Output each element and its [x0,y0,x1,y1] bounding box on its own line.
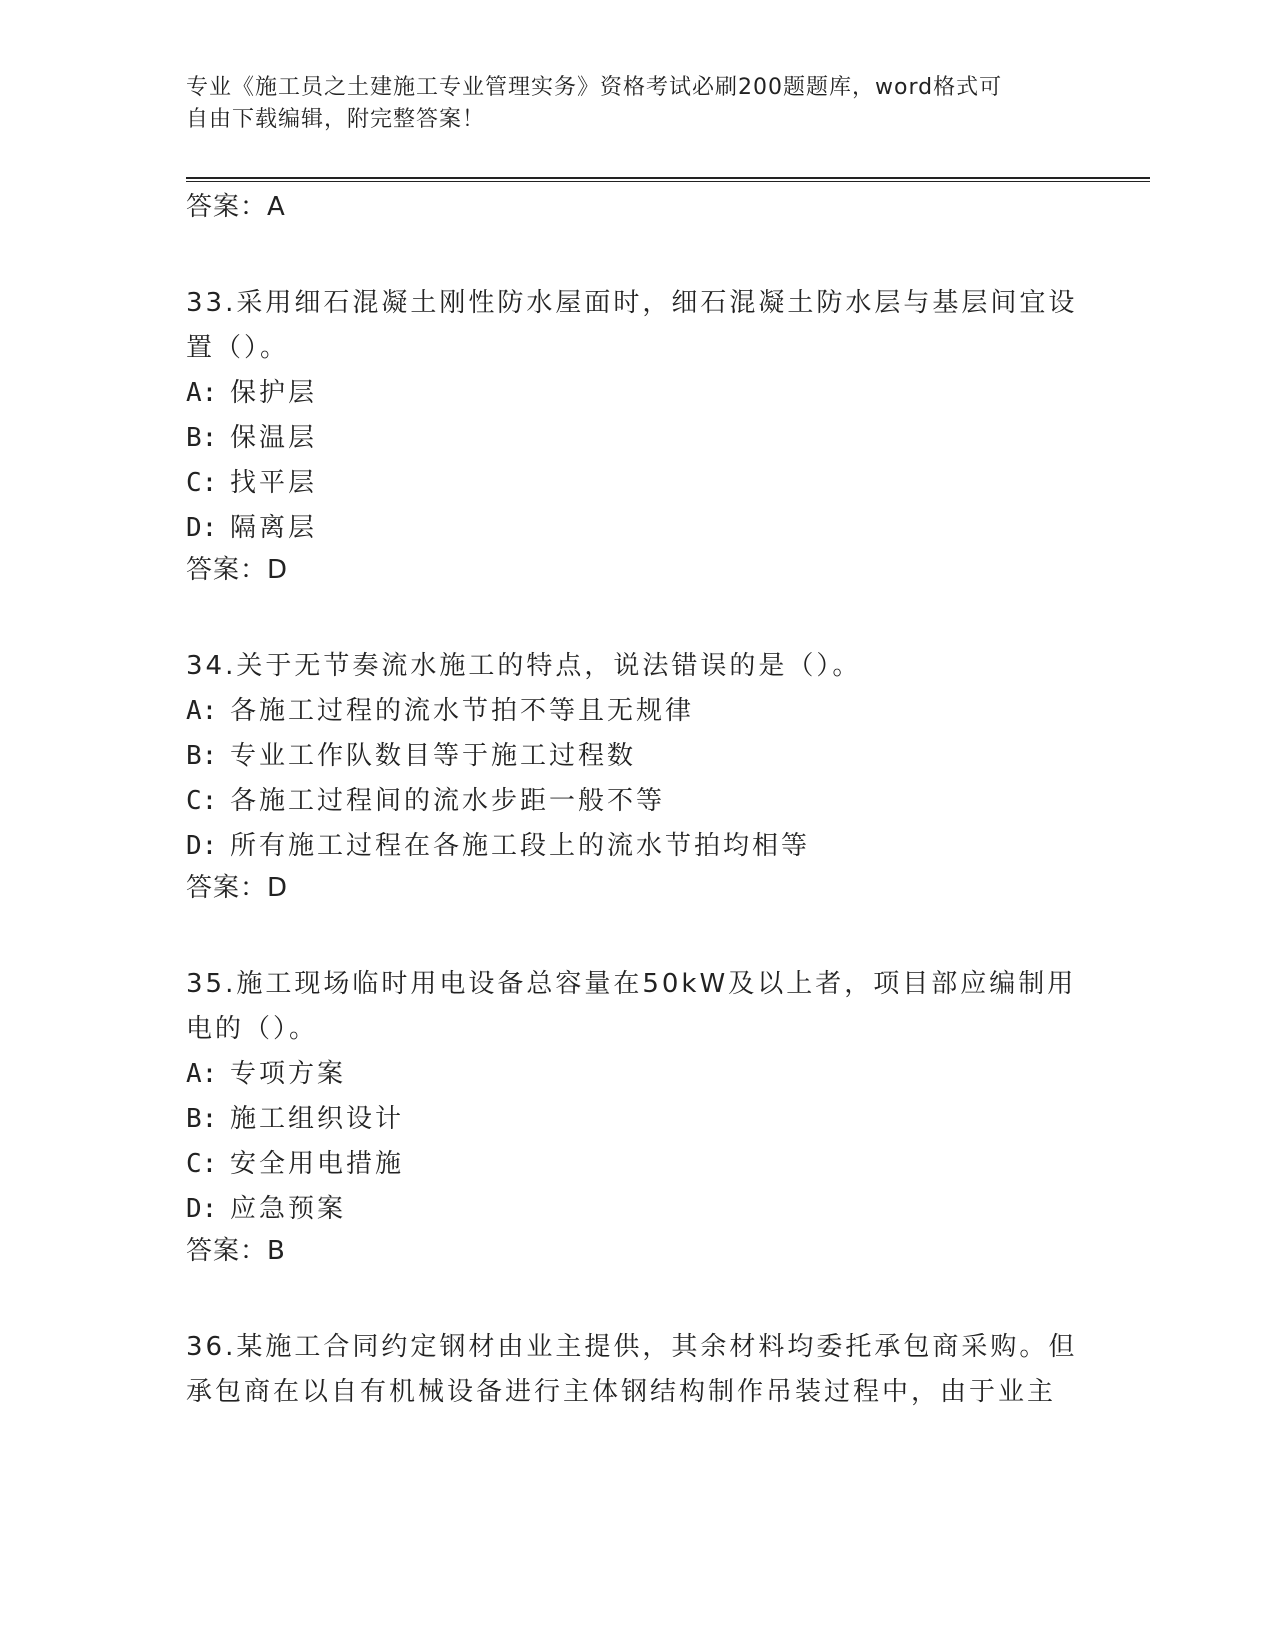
option-letter: C: [186,468,218,498]
answer-line: 答案：B [186,1236,286,1266]
answer-line: 答案：A [186,192,286,222]
question-block [186,644,1086,917]
option-text: 应急预案 [230,1194,347,1224]
header-rule [186,177,1150,179]
option-letter: C: [186,1149,218,1179]
answer-line: 答案：D [186,873,289,903]
page-header [186,72,1066,136]
option-text: 安全用电措施 [230,1149,405,1179]
question-text: 33.采用细石混凝土刚性防水屋面时，细石混凝土防水层与基层间宜设置（）。 [186,288,1078,363]
option-text: 专业工作队数目等于施工过程数 [230,741,637,771]
question-list [186,190,1086,1415]
option-text: 保护层 [230,378,318,408]
header-rule-thin [186,181,1150,182]
option-letter: A: [186,696,218,726]
option-b [186,416,1086,461]
option-d [186,824,1086,869]
option-c [186,779,1086,824]
option-text: 各施工过程的流水节拍不等且无规律 [230,696,695,726]
option-letter: D: [186,831,218,861]
option-c [186,461,1086,506]
option-text: 保温层 [230,423,318,453]
option-text: 所有施工过程在各施工段上的流水节拍均相等 [230,831,811,861]
question-block [186,281,1086,599]
header-line-2: 自由下载编辑，附完整答案！ [186,107,486,132]
option-letter: D: [186,1194,218,1224]
option-text: 隔离层 [230,513,318,543]
header-line-1: 专业《施工员之土建施工专业管理实务》资格考试必刷200题题库，word格式可 [186,75,1003,100]
option-letter: A: [186,1059,218,1089]
question-text: 34.关于无节奏流水施工的特点，说法错误的是（）。 [186,651,862,681]
option-text: 各施工过程间的流水步距一般不等 [230,786,666,816]
option-letter: B: [186,423,218,453]
option-d [186,1187,1086,1232]
option-text: 专项方案 [230,1059,347,1089]
option-a [186,1052,1086,1097]
option-text: 找平层 [230,468,318,498]
option-letter: D: [186,513,218,543]
option-d [186,506,1086,551]
question-text: 35.施工现场临时用电设备总容量在50kW及以上者，项目部应编制用电的（）。 [186,969,1077,1044]
option-b [186,1097,1086,1142]
question-block [186,962,1086,1280]
option-a [186,371,1086,416]
option-letter: B: [186,741,218,771]
answer-line: 答案：D [186,555,289,585]
option-b [186,734,1086,779]
option-letter: A: [186,378,218,408]
option-letter: B: [186,1104,218,1134]
option-text: 施工组织设计 [230,1104,405,1134]
question-text: 36.某施工合同约定钢材由业主提供，其余材料均委托承包商采购。但承包商在以自有机械设备进行主体钢结构制作吊装过程中，由于业主 [186,1332,1078,1407]
option-c [186,1142,1086,1187]
question-block [186,1325,1086,1415]
option-a [186,689,1086,734]
option-letter: C: [186,786,218,816]
